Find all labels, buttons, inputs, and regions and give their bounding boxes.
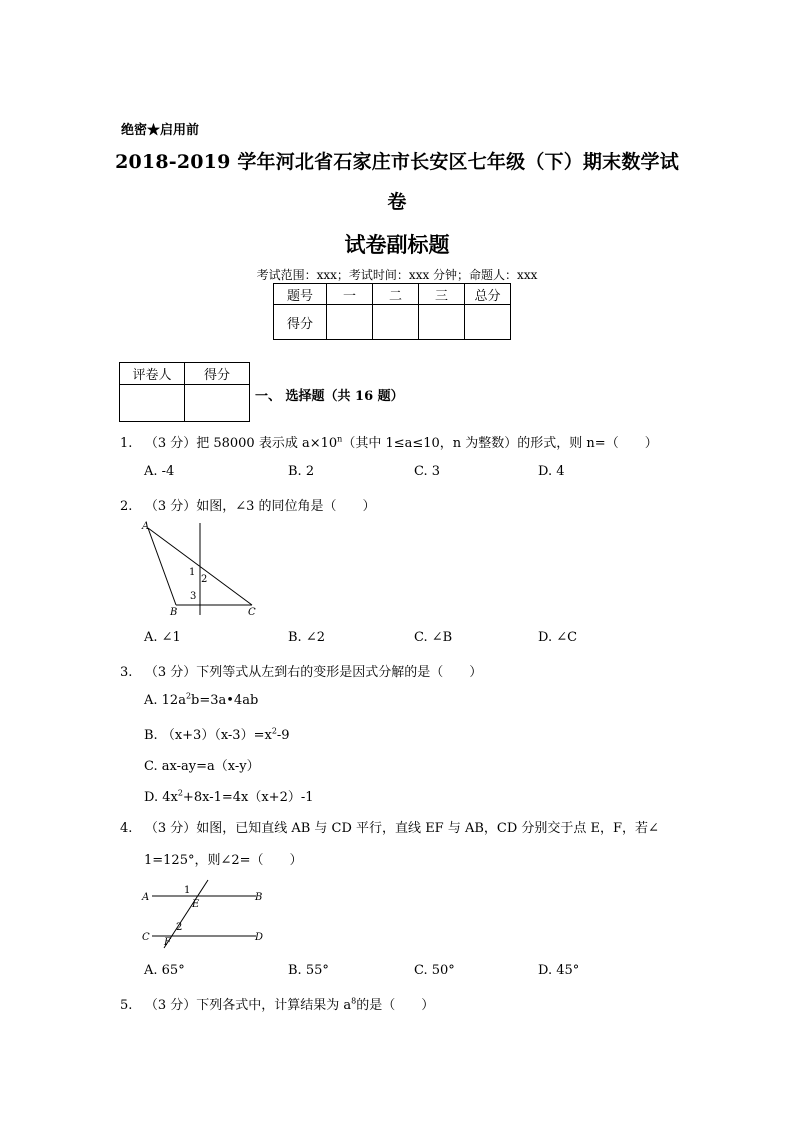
- question-text: （3 分）下列等式从左到右的变形是因式分解的是（ ）: [144, 665, 483, 680]
- angle-label-1: 1: [184, 885, 191, 896]
- question-3-option-b[interactable]: [144, 724, 290, 743]
- question-number: 2.: [120, 499, 133, 514]
- option-text: C. ax-ay=a（x-y）: [144, 759, 260, 774]
- angle-label-2: 2: [176, 922, 183, 933]
- question-4-stem-line-1: [120, 817, 659, 836]
- question-number: 4.: [120, 821, 133, 836]
- point-label-e: E: [192, 899, 200, 910]
- secret-label: 绝密★启用前: [121, 123, 200, 138]
- question-1-option-a[interactable]: A. -4: [144, 464, 175, 479]
- score-row-label: 得分: [274, 305, 327, 340]
- question-1-option-b[interactable]: B. 2: [288, 464, 315, 479]
- score-cell[interactable]: [373, 305, 419, 340]
- grader-table: [119, 362, 250, 422]
- question-3-option-c[interactable]: [144, 755, 260, 774]
- grader-table-header-row: [120, 363, 250, 385]
- question-number: 1.: [120, 436, 133, 451]
- grader-cell[interactable]: [185, 385, 250, 422]
- score-cell[interactable]: [419, 305, 465, 340]
- point-label-b: B: [170, 607, 178, 618]
- question-4-stem-line-2: 1=125°，则∠2=（ ）: [144, 853, 303, 868]
- point-label-a: A: [142, 892, 150, 903]
- exam-subtitle: 试卷副标题: [344, 232, 450, 257]
- grader-cell[interactable]: [120, 385, 185, 422]
- angle-label-1: 1: [189, 567, 196, 578]
- question-4-option-d[interactable]: D. 45°: [538, 963, 580, 978]
- angle-label-3: 3: [190, 591, 197, 602]
- question-number: 5.: [120, 998, 133, 1013]
- option-text: b=3a•4ab: [191, 693, 259, 708]
- question-3-option-d[interactable]: [144, 786, 314, 805]
- question-text: （3 分）下列各式中，计算结果为 a: [144, 998, 352, 1013]
- point-label-a: A: [142, 521, 150, 532]
- score-table-header: 总分: [465, 284, 511, 305]
- exam-info: 考试范围：xxx；考试时间：xxx 分钟；命题人：xxx: [256, 268, 538, 282]
- superscript: 8: [351, 996, 357, 1006]
- superscript: 2: [271, 726, 277, 736]
- angle-label-2: 2: [201, 574, 208, 585]
- triangle-figure: [138, 518, 268, 618]
- question-1-option-c[interactable]: C. 3: [414, 464, 441, 479]
- question-text: （3 分）如图，∠3 的同位角是（ ）: [144, 499, 376, 514]
- superscript: 2: [177, 788, 183, 798]
- option-text: A. 12a: [144, 693, 186, 708]
- score-table-header-row: [274, 284, 511, 305]
- question-2-option-d[interactable]: D. ∠C: [538, 630, 578, 645]
- score-cell[interactable]: [465, 305, 511, 340]
- point-label-d: D: [255, 932, 264, 943]
- score-table: [273, 283, 511, 340]
- option-text: D. 4x: [144, 790, 178, 805]
- score-table-header: 一: [327, 284, 373, 305]
- question-2-stem: [120, 495, 376, 514]
- question-text: （3 分）如图，已知直线 AB 与 CD 平行，直线 EF 与 AB，CD 分别交于点 E，F，若∠: [144, 821, 659, 836]
- superscript: 2: [185, 691, 192, 701]
- question-5-stem: [120, 994, 434, 1013]
- question-1-stem: [120, 432, 658, 451]
- score-table-header: 二: [373, 284, 419, 305]
- exam-title-line-1: 2018-2019 学年河北省石家庄市长安区七年级（下）期末数学试: [115, 151, 679, 173]
- grader-header: 得分: [185, 363, 250, 385]
- question-2-option-b[interactable]: B. ∠2: [288, 630, 325, 645]
- exam-title-line-2: 卷: [387, 191, 407, 213]
- grader-header: 评卷人: [120, 363, 185, 385]
- question-4-option-b[interactable]: B. 55°: [288, 963, 329, 978]
- question-4-option-c[interactable]: C. 50°: [414, 963, 455, 978]
- question-number: 3.: [120, 665, 133, 680]
- point-label-b: B: [255, 892, 263, 903]
- question-text: （其中 1≤a≤10，n 为整数）的形式，则 n=（ ）: [342, 436, 658, 451]
- score-cell[interactable]: [327, 305, 373, 340]
- question-4-option-a[interactable]: A. 65°: [144, 963, 185, 978]
- point-label-f: F: [164, 937, 171, 948]
- question-3-option-a[interactable]: [144, 693, 258, 708]
- question-text: （3 分）把 58000 表示成 a×10: [144, 436, 338, 451]
- question-3-stem: [120, 661, 482, 680]
- question-1-option-d[interactable]: D. 4: [538, 464, 565, 479]
- superscript: n: [337, 434, 343, 444]
- point-label-c: C: [142, 932, 150, 943]
- question-2-option-c[interactable]: C. ∠B: [414, 630, 453, 645]
- score-table-header: 三: [419, 284, 465, 305]
- score-table-row: [274, 305, 511, 340]
- option-text: B. （x+3）（x-3）=x: [144, 728, 272, 743]
- option-text: +8x-1=4x（x+2）-1: [182, 790, 314, 805]
- point-label-c: C: [248, 607, 256, 618]
- parallel-lines-figure: [138, 876, 278, 951]
- option-text: -9: [276, 728, 290, 743]
- section-title: 一、 选择题（共 16 题）: [255, 389, 404, 404]
- question-2-option-a[interactable]: A. ∠1: [144, 630, 181, 645]
- question-text: 的是（ ）: [356, 998, 435, 1013]
- grader-table-row: [120, 385, 250, 422]
- score-table-header: 题号: [274, 284, 327, 305]
